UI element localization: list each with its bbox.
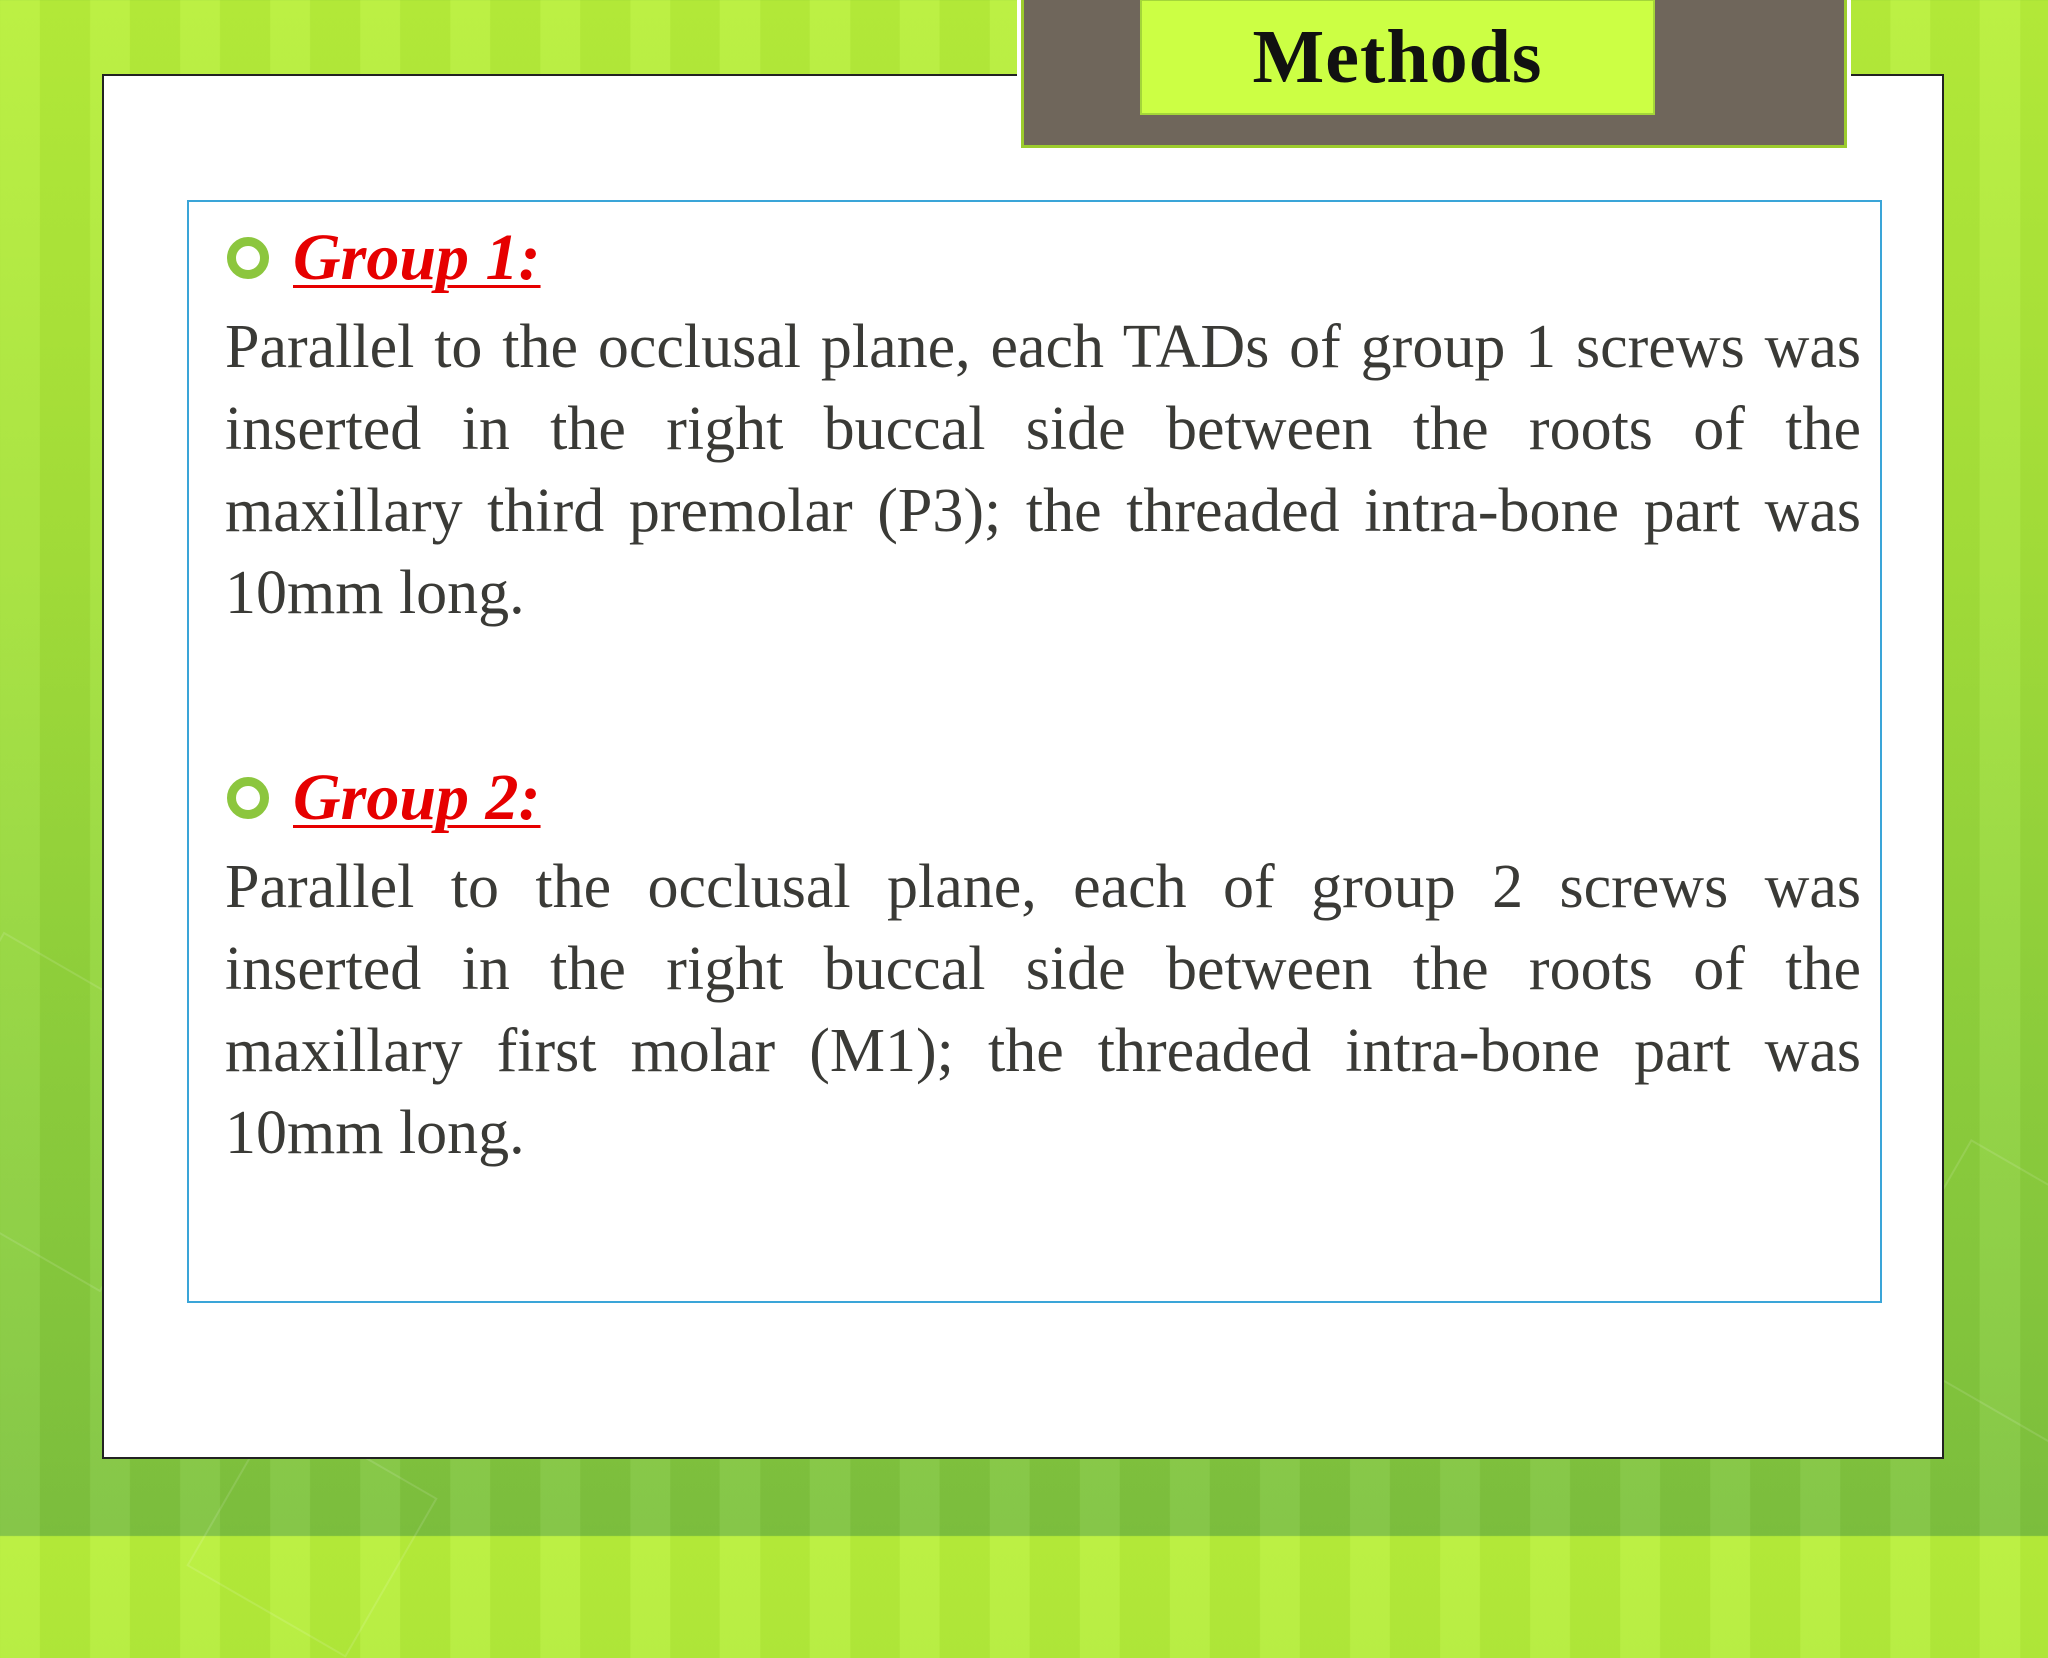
title-tab-inner xyxy=(1140,0,1655,115)
group-2-heading-row xyxy=(225,758,1861,838)
content-box xyxy=(187,200,1882,1303)
group-2-body: Parallel to the occlusal plane, each of group 2 screws was inserted in the right buccal side between the roots of the maxillary first molar (M1); the threaded intra-bone part was 10mm long. xyxy=(225,853,1861,1167)
ring-bullet-icon xyxy=(227,777,269,819)
group-1-heading: Group 1: xyxy=(293,221,541,294)
group-1-heading-row xyxy=(225,218,1861,298)
group-1-section xyxy=(225,218,1861,634)
title-tab xyxy=(1021,0,1847,148)
slide-title: Methods xyxy=(1252,14,1543,99)
group-2-section xyxy=(225,758,1861,1174)
slide-panel xyxy=(102,74,1944,1459)
group-2-heading: Group 2: xyxy=(293,761,541,834)
group-1-body: Parallel to the occlusal plane, each TADs of group 1 screws was inserted in the right buccal side between the roots of the maxillary third premolar (P3); the threaded intra-bone part was 10mm long. xyxy=(225,313,1861,627)
ring-bullet-icon xyxy=(227,237,269,279)
